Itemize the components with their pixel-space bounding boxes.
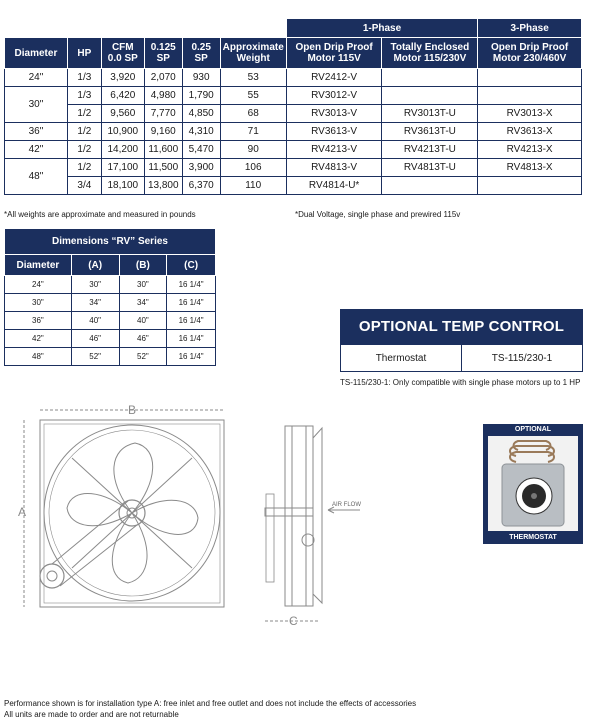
temp-control-row	[340, 344, 583, 372]
col-header: 0.25 SP	[182, 38, 220, 69]
cell: 30"	[5, 294, 72, 312]
cell-sp25: 3,900	[182, 159, 220, 177]
cell-odp115: RV3613-V	[286, 123, 382, 141]
temp-control-part: TS-115/230-1	[461, 345, 582, 371]
table-row	[5, 276, 216, 294]
cell-sp25: 1,790	[182, 87, 220, 105]
cell-weight: 68	[220, 105, 286, 123]
cell-cfm: 18,100	[101, 177, 144, 195]
cell-cfm: 6,420	[101, 87, 144, 105]
cell: 48"	[5, 348, 72, 366]
cell-odp115: RV3013-V	[286, 105, 382, 123]
spec-header-row	[5, 38, 582, 69]
cell-te: RV4813T-U	[382, 159, 478, 177]
cell: 16 1/4"	[167, 330, 216, 348]
temp-control-title: OPTIONAL TEMP CONTROL	[340, 309, 583, 344]
temp-control-note: TS-115/230-1: Only compatible with single phase motors up to 1 HP	[340, 378, 581, 387]
label-b: B	[128, 403, 137, 417]
table-row	[5, 294, 216, 312]
table-row	[5, 330, 216, 348]
cell-hp: 1/2	[67, 141, 101, 159]
cell-diameter: 24"	[5, 69, 68, 87]
cell-odp230: RV4813-X	[478, 159, 582, 177]
cell-te	[382, 177, 478, 195]
col-header: Diameter	[5, 38, 68, 69]
cell-cfm: 14,200	[101, 141, 144, 159]
cell-weight: 106	[220, 159, 286, 177]
cell: 52"	[119, 348, 167, 366]
badge-top-label: OPTIONAL	[514, 426, 552, 433]
table-row	[5, 348, 216, 366]
cell: 16 1/4"	[167, 312, 216, 330]
cell-weight: 110	[220, 177, 286, 195]
cell-te	[382, 87, 478, 105]
cell-hp: 1/3	[67, 69, 101, 87]
table-row	[5, 87, 582, 105]
cell-diameter: 36"	[5, 123, 68, 141]
cell: 34"	[119, 294, 167, 312]
cell-odp115: RV2412-V	[286, 69, 382, 87]
cell-sp125: 13,800	[144, 177, 182, 195]
cell-weight: 55	[220, 87, 286, 105]
col-header: (A)	[71, 255, 119, 276]
temp-control-item: Thermostat	[375, 352, 427, 364]
cell-sp25: 4,310	[182, 123, 220, 141]
cell-sp25: 5,470	[182, 141, 220, 159]
motor-pulley	[40, 564, 64, 588]
col-header: HP	[67, 38, 101, 69]
col-header: (C)	[167, 255, 216, 276]
cell-odp230	[478, 69, 582, 87]
table-row	[5, 123, 582, 141]
cell-odp230	[478, 87, 582, 105]
cell-cfm: 3,920	[101, 69, 144, 87]
cell: 30"	[71, 276, 119, 294]
cell: 16 1/4"	[167, 348, 216, 366]
cell: 16 1/4"	[167, 294, 216, 312]
footer-performance-note: Performance shown is for installation type A: free inlet and free outlet and does not include the effects of accessories	[4, 699, 417, 708]
cell-sp25: 6,370	[182, 177, 220, 195]
table-row	[5, 312, 216, 330]
cell-diameter: 48"	[5, 159, 68, 195]
cell-sp25: 4,850	[182, 105, 220, 123]
table-row	[5, 177, 582, 195]
phase-1-header: 1-Phase	[286, 19, 477, 38]
dimensions-table	[4, 228, 216, 366]
cell: 30"	[119, 276, 167, 294]
side-blade	[313, 428, 322, 603]
cell: 16 1/4"	[167, 276, 216, 294]
cell-te: RV3613T-U	[382, 123, 478, 141]
footer-return-note: All units are made to order and are not returnable	[4, 710, 179, 719]
airflow-label: AIR FLOW	[332, 502, 362, 508]
cell: 34"	[71, 294, 119, 312]
cell: 40"	[71, 312, 119, 330]
table-row	[5, 69, 582, 87]
cell-cfm: 9,560	[101, 105, 144, 123]
cell-hp: 1/3	[67, 87, 101, 105]
col-header: Diameter	[5, 255, 72, 276]
cell-weight: 53	[220, 69, 286, 87]
cell-odp230: RV3013-X	[478, 105, 582, 123]
cell-hp: 1/2	[67, 159, 101, 177]
cell: 52"	[71, 348, 119, 366]
cell-sp125: 7,770	[144, 105, 182, 123]
label-c: C	[289, 614, 298, 628]
cell-sp125: 11,600	[144, 141, 182, 159]
fan-blade	[112, 513, 147, 583]
cell-weight: 90	[220, 141, 286, 159]
phase-3-header: 3-Phase	[478, 19, 582, 38]
weight-note: *All weights are approximate and measured in pounds	[4, 210, 196, 219]
table-row	[5, 105, 582, 123]
cell: 40"	[119, 312, 167, 330]
cell-odp115: RV4814-U*	[286, 177, 382, 195]
cell-sp25: 930	[182, 69, 220, 87]
col-header: Open Drip Proof Motor 230/460V	[478, 38, 582, 69]
table-row	[5, 141, 582, 159]
thermostat-badge	[483, 424, 583, 544]
col-header: Open Drip Proof Motor 115V	[286, 38, 382, 69]
cell-sp125: 9,160	[144, 123, 182, 141]
cell-diameter: 42"	[5, 141, 68, 159]
cell-sp125: 4,980	[144, 87, 182, 105]
cell-te	[382, 69, 478, 87]
dual-voltage-note: *Dual Voltage, single phase and prewired 115v	[295, 210, 461, 219]
cell-cfm: 10,900	[101, 123, 144, 141]
cell-sp125: 11,500	[144, 159, 182, 177]
thermostat-photo	[488, 436, 578, 531]
cell-hp: 3/4	[67, 177, 101, 195]
cell: 24"	[5, 276, 72, 294]
cell-odp230: RV3613-X	[478, 123, 582, 141]
col-header: (B)	[119, 255, 167, 276]
cell-odp230	[478, 177, 582, 195]
cell: 46"	[119, 330, 167, 348]
cell-hp: 1/2	[67, 123, 101, 141]
table-row	[5, 159, 582, 177]
col-header: 0.125 SP	[144, 38, 182, 69]
cell-te: RV3013T-U	[382, 105, 478, 123]
dimensions-title: Dimensions “RV” Series	[5, 229, 216, 255]
badge-bottom-label: THERMOSTAT	[509, 534, 557, 541]
cell-sp125: 2,070	[144, 69, 182, 87]
cell-hp: 1/2	[67, 105, 101, 123]
cell-weight: 71	[220, 123, 286, 141]
fan-drawing	[10, 398, 380, 628]
spec-table	[4, 18, 582, 195]
col-header: Approximate Weight	[220, 38, 286, 69]
col-header: Totally Enclosed Motor 115/230V	[382, 38, 478, 69]
label-a: A	[18, 505, 27, 519]
cell: 36"	[5, 312, 72, 330]
side-belt	[266, 494, 274, 582]
cell-odp115: RV4813-V	[286, 159, 382, 177]
cell-diameter: 30"	[5, 87, 68, 123]
cell-te: RV4213T-U	[382, 141, 478, 159]
cell-odp230: RV4213-X	[478, 141, 582, 159]
cell: 42"	[5, 330, 72, 348]
cell-cfm: 17,100	[101, 159, 144, 177]
cell-odp115: RV3012-V	[286, 87, 382, 105]
cell-odp115: RV4213-V	[286, 141, 382, 159]
col-header: CFM 0.0 SP	[101, 38, 144, 69]
cell: 46"	[71, 330, 119, 348]
fan-blade	[114, 443, 153, 513]
